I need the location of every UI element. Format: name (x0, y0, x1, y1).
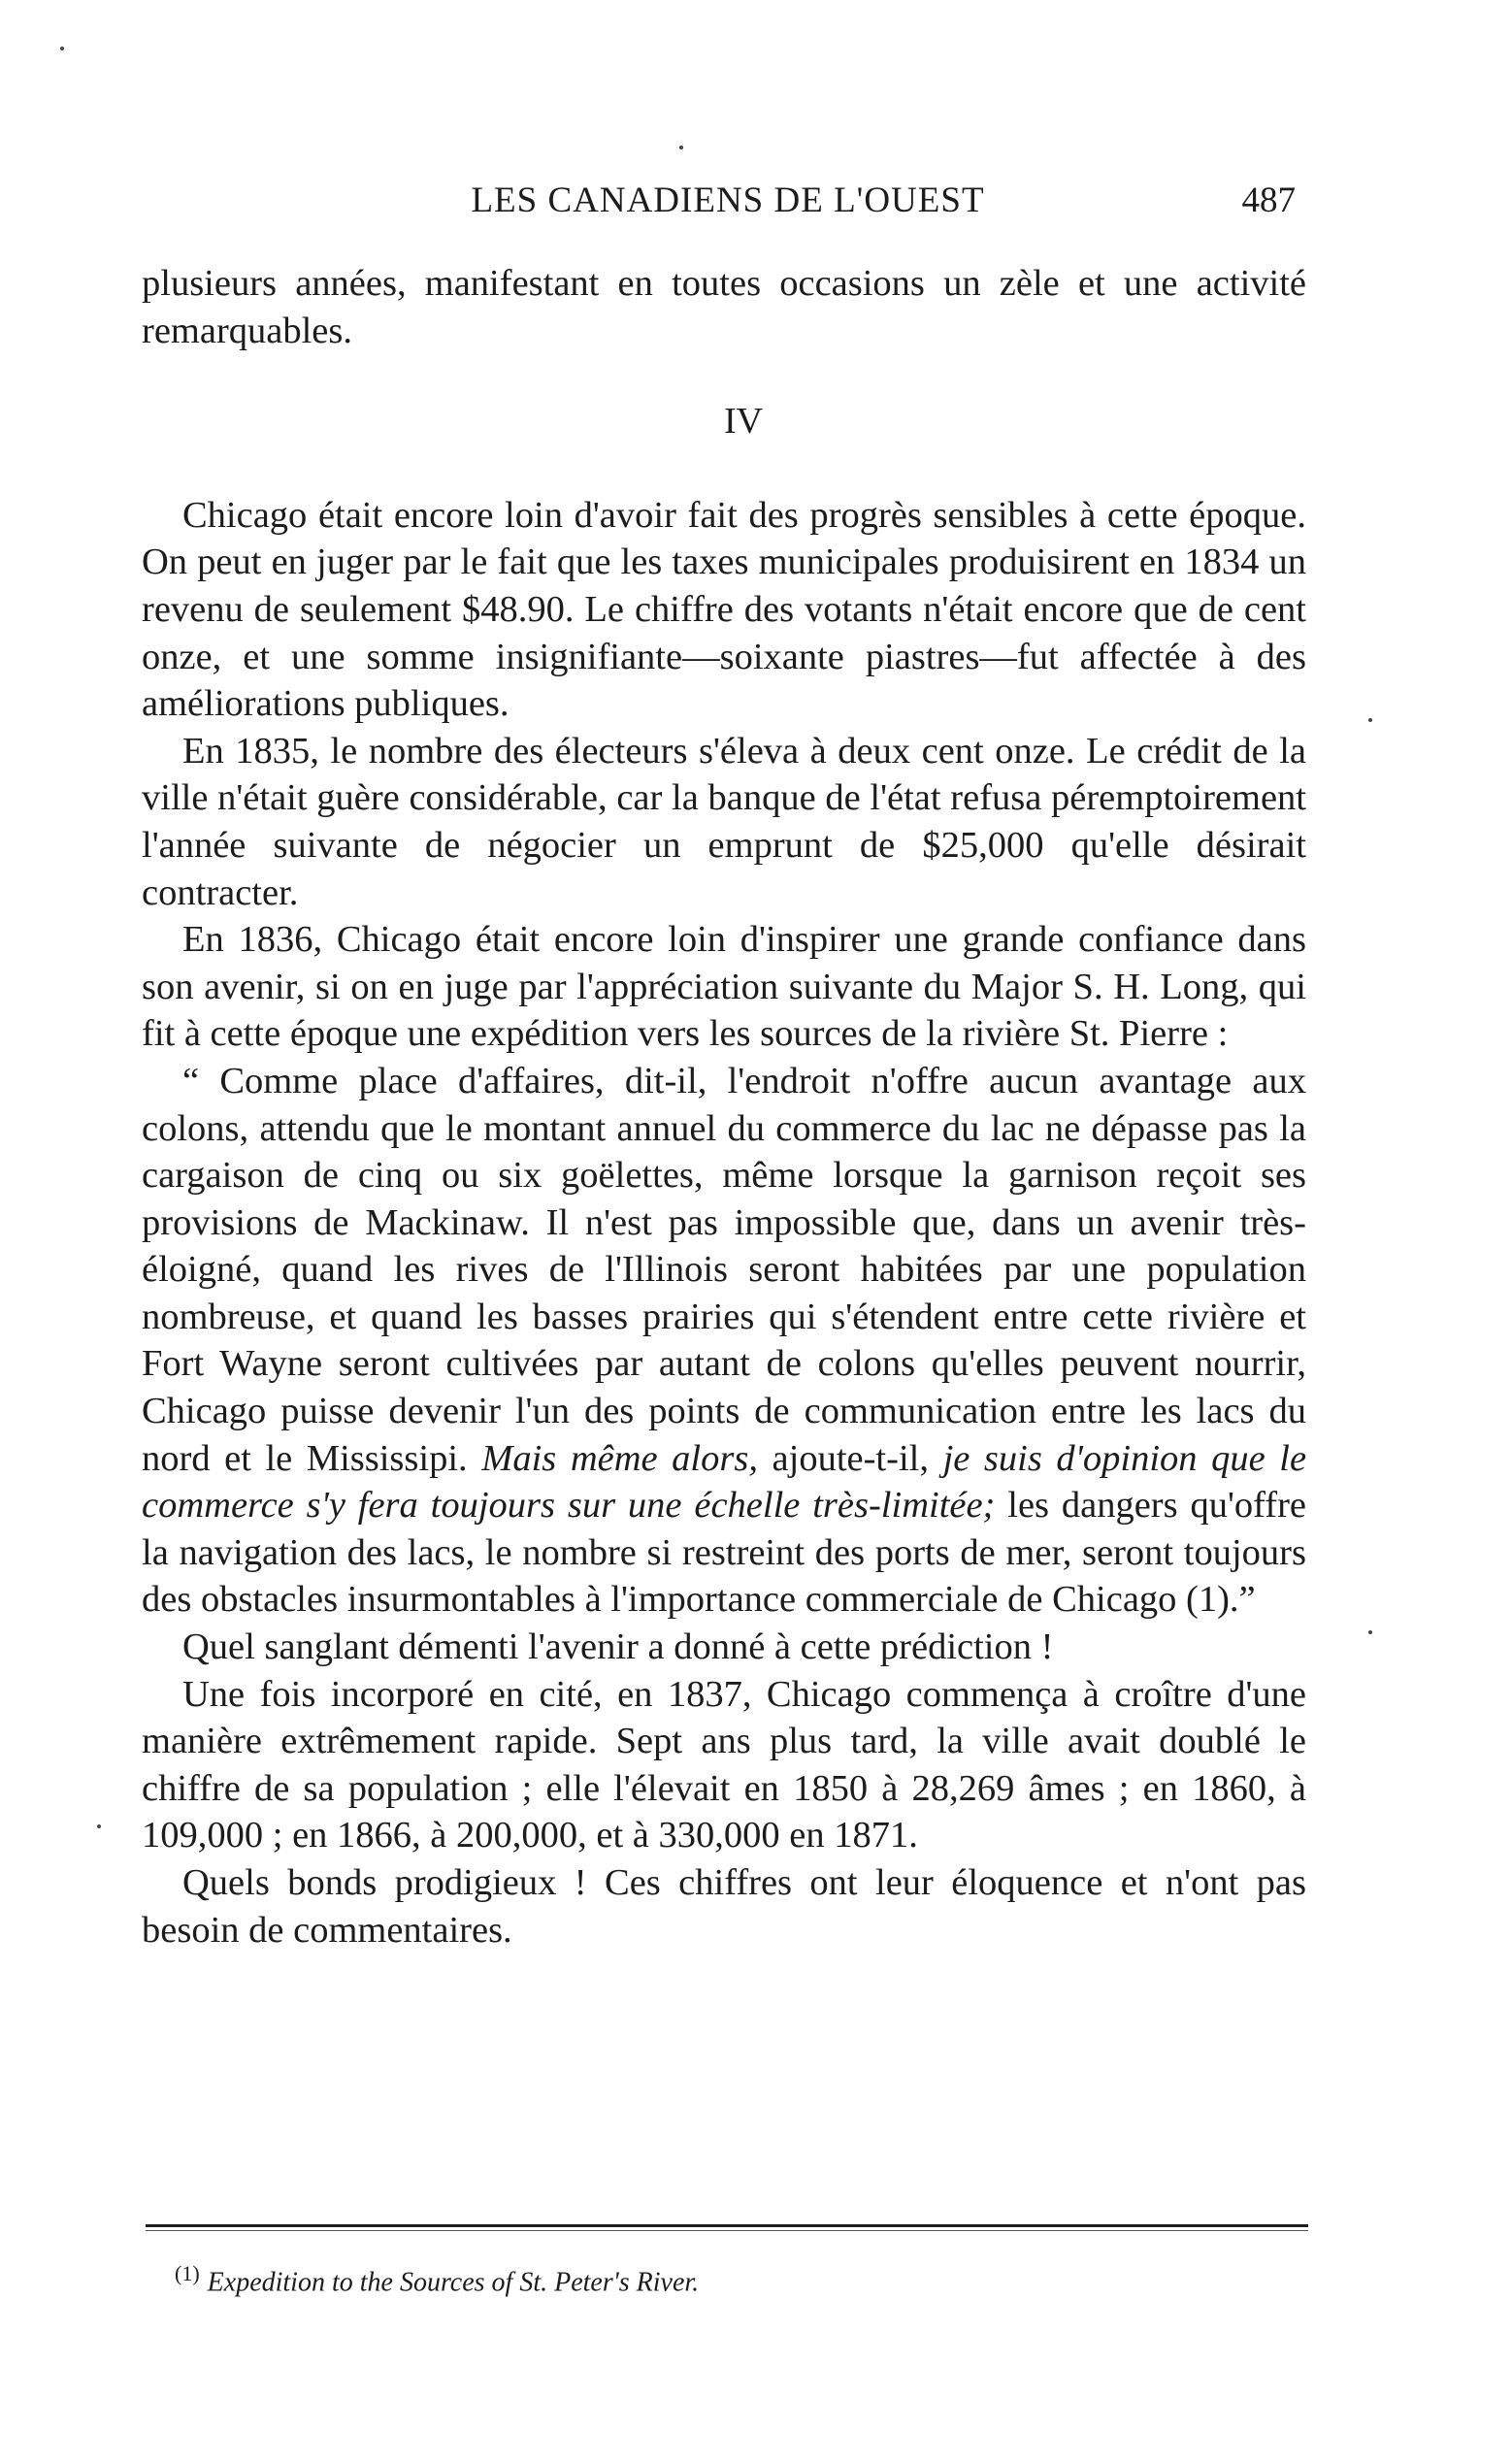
print-speck (679, 146, 683, 149)
print-speck (97, 1824, 101, 1828)
footnote (175, 2261, 699, 2298)
paragraph: En 1836, Chicago était encore loin d'inspirer une grande confiance dans son avenir, si on en juge par l'appréciation suivante du Major S. H. Long, qui fit à cette époque une expédition vers les sources de la rivière St. Pierre : (142, 919, 1306, 1055)
quotation-italic: je suis d'opinion que le commerce s'y fera toujours sur une échelle très-limitée; (142, 1437, 1307, 1527)
quotation-paragraph (142, 1058, 1306, 1624)
running-head: LES CANADIENS DE L'OUEST (471, 181, 985, 220)
print-speck (1368, 1630, 1372, 1634)
page-header (146, 180, 1310, 238)
footnote-text: Expedition to the Sources of St. Peter's River. (207, 2267, 700, 2298)
paragraph: Une fois incorporé en cité, en 1837, Chicago commença à croître d'une manière extrêmement rapide. Sept ans plus tard, la ville avait doublé le chiffre de sa population ; elle l'élevait en 1850 à 28,269 âmes ; en 1860, à 109,000 ; en 1866, à 200,000, et à 330,000 en 1871. (142, 1673, 1306, 1856)
quotation-text: “ Comme place d'affaires, dit-il, l'endroit n'offre aucun avantage aux colons, attendu que le montant annuel du commerce du lac ne dépasse pas la cargaison de cinq ou six goëlettes, même lorsque la garnison reçoit ses provisions de Mackinaw. Il n'est pas impossible que, dans un avenir très-éloigné, quand les rives de l'Illinois seront habitées par une population nombreuse, et quand les basses prairies qui s'étendent entre cette rivière et Fort Wayne seront cultivées par autant de colons qu'elles peuvent nourrir, Chicago puisse devenir l'un des points de communication entre les lacs du nord et le Mississipi. (142, 1060, 1306, 1479)
footnote-rule (146, 2224, 1308, 2227)
paragraph: Quels bonds prodigieux ! Ces chiffres ont leur éloquence et n'ont pas besoin de commentaires. (142, 1862, 1306, 1951)
quotation-text: ajoute-t-il, (772, 1437, 929, 1479)
page-number: 487 (1241, 181, 1296, 220)
print-speck (60, 47, 64, 50)
paragraph: Quel sanglant démenti l'avenir a donné à cette prédiction ! (182, 1626, 1054, 1668)
footnote-rule-thin (146, 2230, 1308, 2231)
quotation-italic: Mais même alors, (481, 1437, 758, 1479)
paragraph: Chicago était encore loin d'avoir fait des progrès sensibles à cette époque. On peut en juger par le fait que les taxes municipales produisirent en 1834 un revenu de seulement $48.90. Le chiffre des votants n'était encore que de cent onze, et une somme insignifiante—soixante piastres—fut affectée à des améliorations publiques. (142, 494, 1306, 725)
footnote-mark: (1) (175, 2261, 200, 2285)
paragraph: En 1835, le nombre des électeurs s'éleva à deux cent onze. Le crédit de la ville n'était guère considérable, car la banque de l'état refusa péremptoirement l'année suivante de négocier un emprunt de $25,000 qu'elle désirait contracter. (142, 730, 1306, 913)
print-speck (1368, 718, 1372, 722)
body-text (142, 260, 1306, 1954)
quotation-text: les dangers qu'offre la navigation des lacs, le nombre si restreint des ports de mer, seront toujours des obstacles insurmontables à l'importance commerciale de Chicago (1).” (142, 1485, 1306, 1621)
paragraph-continued: plusieurs années, manifestant en toutes occasions un zèle et une activité remarquables. (142, 263, 1306, 351)
section-heading: IV (723, 401, 764, 443)
